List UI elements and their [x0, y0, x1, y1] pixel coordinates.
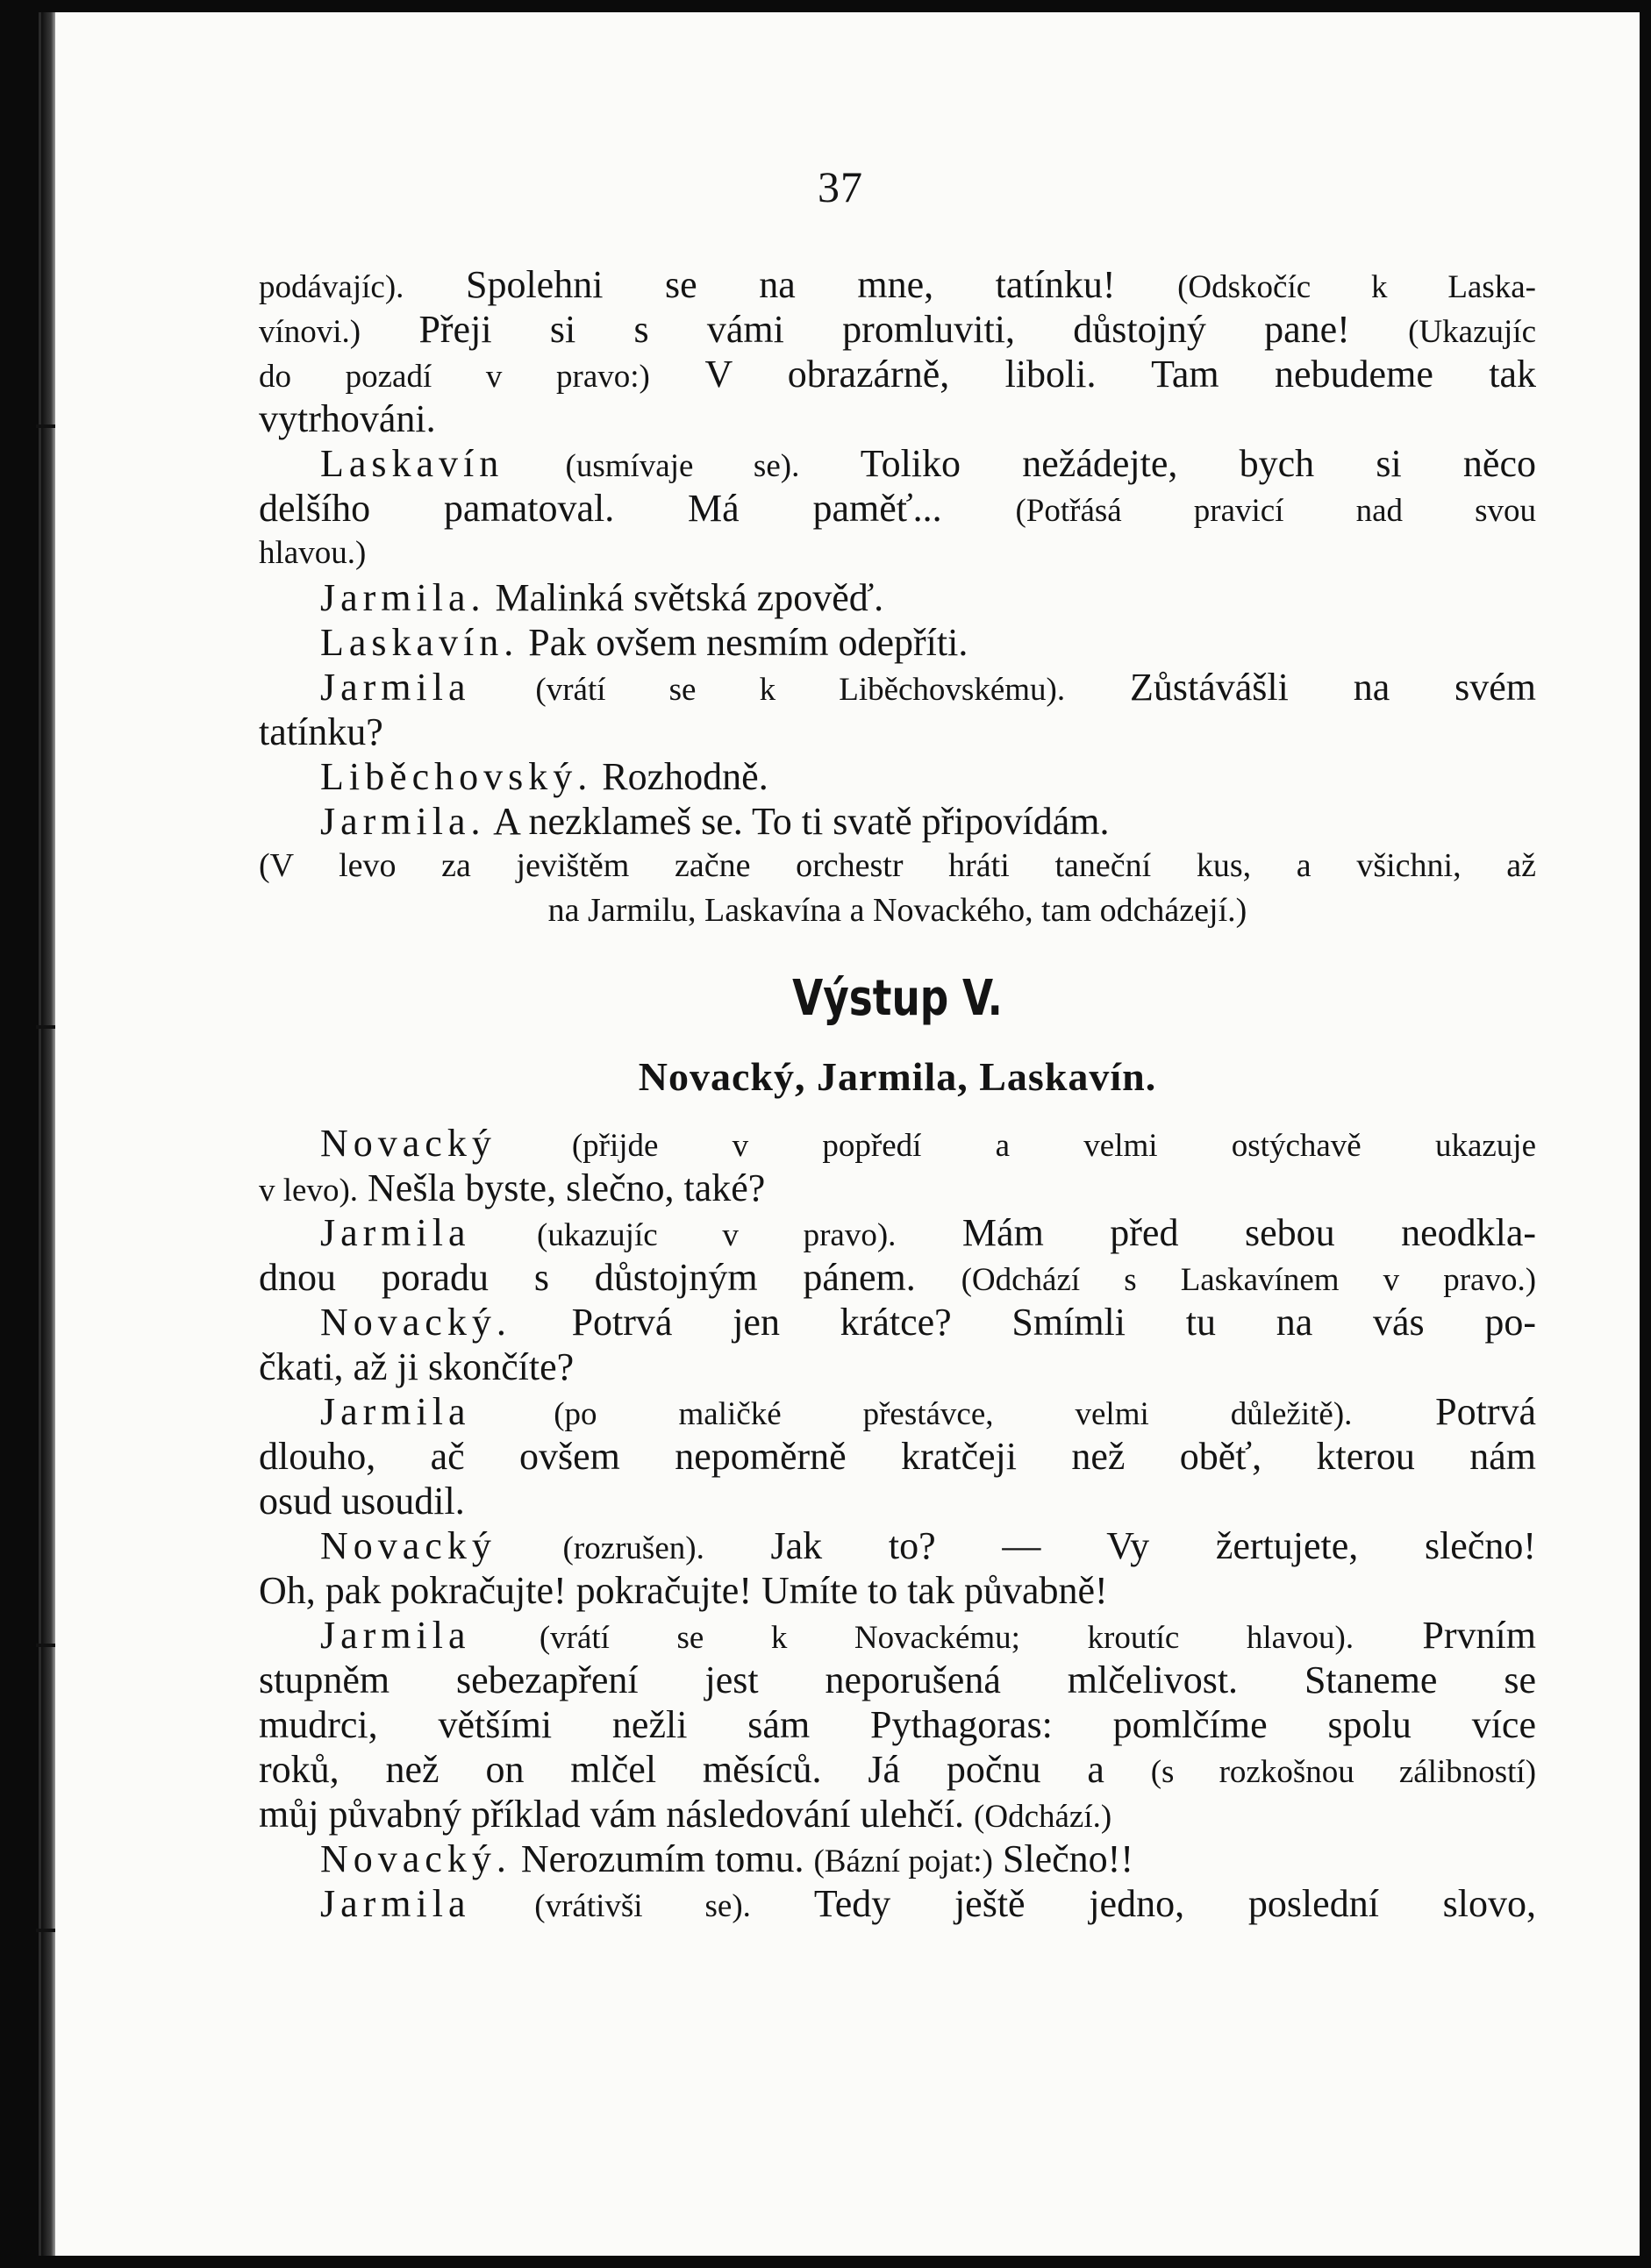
text-line [259, 1523, 1536, 1568]
text-line [259, 620, 1536, 665]
speaker-name: Novacký [320, 1524, 497, 1567]
text-line [259, 1255, 1536, 1300]
stage-direction: v levo). [259, 1173, 359, 1209]
stage-direction: (Odchází.) [974, 1799, 1112, 1835]
play-text [259, 262, 1536, 1926]
speaker-name: Jarmila [320, 1390, 471, 1433]
speaker-name: Laskavín [320, 442, 504, 485]
dialogue: Potrvá jen krátce? Smímli tu na vás po- [571, 1301, 1536, 1344]
text-line [259, 1300, 1536, 1344]
dialogue: Rozhodně. [602, 755, 768, 798]
stage-direction: (Ukazujíc [1408, 314, 1536, 350]
dialogue: V obrazárně, liboli. Tam nebudeme tak [704, 353, 1536, 396]
book-page [39, 12, 1640, 2256]
dialogue: dnou poradu s důstojným pánem. [259, 1256, 916, 1299]
text-line [259, 1613, 1536, 1658]
dialogue: můj půvabný příklad vám následování ulehčí. [259, 1793, 965, 1836]
speaker-name: Liběchovský. [320, 755, 593, 798]
stage-direction: (Odskočíc k Laska- [1177, 269, 1536, 305]
scene-cast: Novacký, Jarmila, Laskavín. [638, 1054, 1157, 1099]
dialogue: Spolehni se na mne, tatínku! [465, 263, 1116, 306]
text-line: stupněm sebezapření jest neporušená mlčelivost. Staneme se [259, 1658, 1536, 1701]
binding-mark [36, 1644, 55, 1647]
text-line [259, 486, 1536, 531]
dialogue: Nerozumím tomu. [520, 1837, 804, 1880]
text-line [259, 665, 1536, 710]
speaker-name: Jarmila [320, 666, 471, 709]
speaker-name: Jarmila. [320, 800, 486, 843]
stage-direction: podávajíc). [259, 269, 404, 305]
text-line [259, 1121, 1536, 1166]
stage-direction-line: (V levo za jevištěm začne orchestr hráti taneční kus, a všichni, až [259, 847, 1536, 884]
scene-title: Výstup V. [792, 970, 1003, 1027]
text-line [259, 352, 1536, 396]
text-line: vytrhováni. [259, 397, 436, 440]
dialogue: Pak ovšem nesmím odepříti. [528, 621, 968, 664]
speaker-name: Novacký. [320, 1301, 511, 1344]
dialogue: Potrvá [1435, 1390, 1537, 1433]
stage-direction: (přijde v popředí a velmi ostýchavě ukazuje [571, 1128, 1537, 1164]
stage-direction: vínovi.) [259, 314, 361, 350]
text-line: mudrci, většími nežli sám Pythagoras: pomlčíme spolu více [259, 1703, 1536, 1746]
dialogue: delšího pamatoval. Má paměť... [259, 487, 942, 530]
text-line [259, 307, 1536, 352]
text-line [259, 1837, 1536, 1881]
stage-direction: (Potřásá pravicí nad svou [1015, 493, 1536, 529]
dialogue: Jak to? — Vy žertujete, slečno! [770, 1524, 1537, 1567]
text-line: osud usoudil. [259, 1480, 465, 1523]
stage-direction: (rozrušen). [562, 1530, 704, 1566]
speaker-name: Jarmila [320, 1211, 471, 1254]
text-line [259, 1747, 1536, 1792]
speaker-name: Jarmila [320, 1882, 471, 1925]
dialogue: roků, než on mlčel měsíců. Já počnu a [259, 1748, 1104, 1791]
text-line: Oh, pak pokračujte! pokračujte! Umíte to tak půvabně! [259, 1569, 1108, 1612]
stage-direction: (vrátí se k Novackému; kroutíc hlavou). [539, 1620, 1354, 1656]
text-line: čkati, až ji skončíte? [259, 1345, 575, 1388]
text-line [259, 262, 1536, 307]
dialogue: Slečno!! [1002, 1837, 1133, 1880]
dialogue: A nezklameš se. To ti svatě připovídám. [493, 800, 1110, 843]
binding-mark [36, 424, 55, 428]
text-line: tatínku? [259, 710, 383, 753]
stage-direction: (po maličké přestávce, velmi důležitě). [554, 1396, 1353, 1432]
binding-mark [36, 1025, 55, 1029]
text-line [259, 1881, 1536, 1926]
binding-mark [36, 1929, 55, 1932]
stage-direction: (Odchází s Laskavínem v pravo.) [961, 1262, 1537, 1298]
speaker-name: Jarmila [320, 1614, 471, 1657]
text-line [259, 799, 1536, 844]
text-line [259, 575, 1536, 620]
text-line [259, 1792, 1536, 1837]
binding-edge [41, 12, 55, 2256]
dialogue: Mám před sebou neodkla- [961, 1211, 1537, 1254]
page-number: 37 [818, 162, 863, 211]
speaker-name: Laskavín. [320, 621, 519, 664]
dialogue: Přeji si s vámi promluviti, důstojný pane! [418, 308, 1350, 351]
dialogue: Zůstávášli na svém [1129, 666, 1536, 709]
dialogue: Prvním [1422, 1614, 1536, 1657]
text-line: dlouho, ač ovšem nepoměrně kratčeji než oběť, kterou nám [259, 1435, 1536, 1478]
dialogue: Nešla byste, slečno, také? [368, 1166, 766, 1209]
stage-direction: (Bázní pojat:) [813, 1844, 993, 1879]
speaker-name: Novacký. [320, 1837, 511, 1880]
dialogue: Tedy ještě jedno, poslední slovo, [813, 1882, 1536, 1925]
stage-direction: (usmívaje se). [565, 448, 800, 484]
text-line: hlavou.) [259, 535, 367, 571]
speaker-name: Jarmila. [320, 576, 486, 619]
stage-direction: do pozadí v pravo:) [259, 359, 650, 395]
stage-direction-line: na Jarmilu, Laskavína a Novackého, tam odcházejí.) [547, 892, 1247, 929]
stage-direction: (ukazujíc v pravo). [537, 1217, 897, 1253]
stage-direction: (s rozkošnou zálibností) [1150, 1754, 1537, 1790]
stage-direction: (vrátí se k Liběchovskému). [535, 672, 1066, 708]
dialogue: Toliko nežádejte, bych si něco [860, 442, 1536, 485]
speaker-name: Novacký [320, 1122, 497, 1165]
text-line [259, 754, 1536, 799]
stage-direction: (vrátivši se). [534, 1888, 751, 1924]
text-line [259, 1166, 1536, 1210]
text-line [259, 441, 1536, 486]
text-line [259, 1389, 1536, 1434]
text-line [259, 1210, 1536, 1255]
dialogue: Malinká světská zpověď. [495, 576, 884, 619]
